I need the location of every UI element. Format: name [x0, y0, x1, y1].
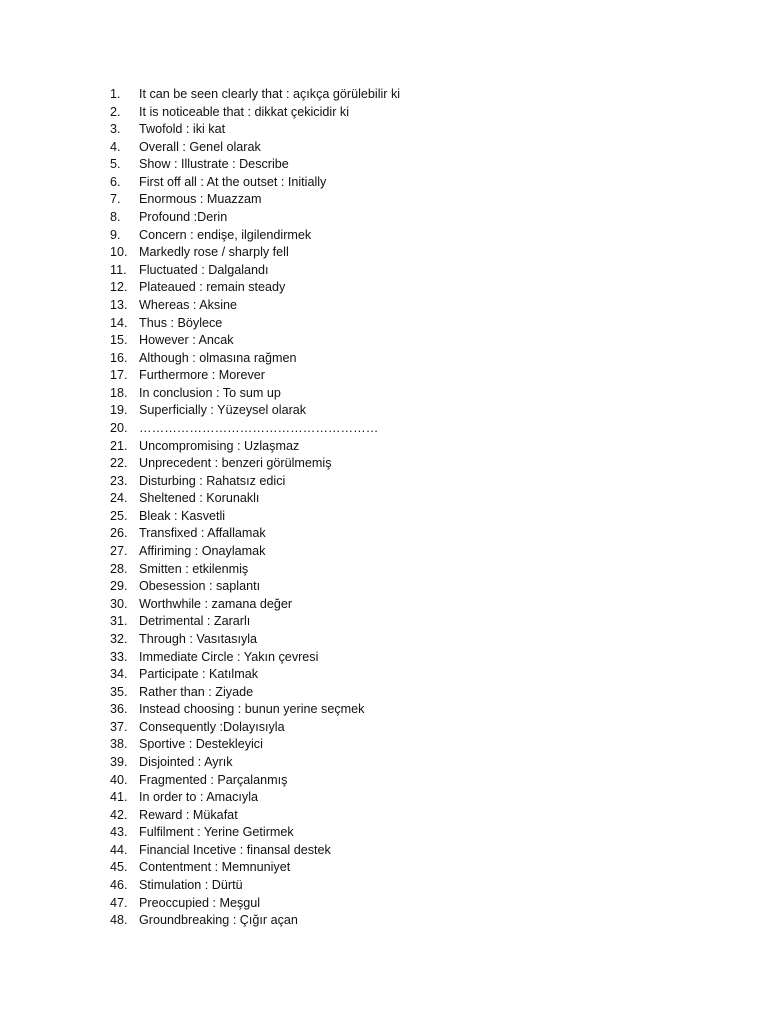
list-item-number: 19. [110, 403, 128, 418]
list-item-text: Smitten : etkilenmiş [139, 561, 249, 576]
list-item-number: 1. [110, 87, 121, 101]
list-item-number: 13. [110, 297, 128, 312]
list-item-text: Profound :Derin [139, 210, 228, 225]
vocabulary-list [110, 86, 400, 930]
list-item-number: 27. [110, 544, 128, 559]
list-item-text: Consequently :Dolayısıyla [139, 719, 285, 734]
list-item [110, 490, 400, 508]
list-item-text: Concern : endişe, ilgilendirmek [139, 227, 312, 242]
list-item-number: 8. [110, 210, 121, 225]
list-item [110, 631, 400, 649]
list-item-number: 39. [110, 754, 128, 769]
list-item-text: Fragmented : Parçalanmış [139, 772, 288, 787]
list-item-text: Although : olmasına rağmen [139, 350, 297, 365]
list-item-text: Reward : Mükafat [139, 807, 238, 822]
list-item-number: 29. [110, 579, 128, 594]
list-item-number: 38. [110, 737, 128, 752]
list-item-text: First off all : At the outset : Initially [139, 174, 327, 189]
list-item [110, 156, 400, 174]
list-item [110, 121, 400, 139]
list-item-text: Detrimental : Zararlı [139, 614, 251, 629]
list-item-number: 3. [110, 122, 121, 137]
list-item-number: 18. [110, 385, 128, 400]
list-item-number: 43. [110, 825, 128, 840]
list-item [110, 104, 400, 122]
list-item-number: 40. [110, 772, 128, 787]
list-item [110, 139, 400, 157]
list-item-text: Affiriming : Onaylamak [139, 544, 266, 559]
list-item [110, 420, 400, 438]
list-item-text: Uncompromising : Uzlaşmaz [139, 438, 300, 453]
list-item [110, 244, 400, 262]
list-item-text: Unprecedent : benzeri görülmemiş [139, 456, 332, 471]
list-item-text: Groundbreaking : Çığır açan [139, 913, 298, 928]
list-item [110, 666, 400, 684]
list-item-number: 41. [110, 790, 128, 805]
list-item [110, 684, 400, 702]
list-item-number: 12. [110, 280, 128, 295]
list-item [110, 789, 400, 807]
list-item-number: 28. [110, 561, 128, 576]
list-item-number: 16. [110, 350, 128, 365]
list-item-text: Whereas : Aksine [139, 297, 237, 312]
list-item-text: Thus : Böylece [139, 315, 223, 330]
list-item-number: 21. [110, 438, 128, 453]
list-item [110, 385, 400, 403]
list-item [110, 824, 400, 842]
list-item [110, 438, 400, 456]
list-item-number: 6. [110, 174, 121, 189]
list-item [110, 191, 400, 209]
list-item-number: 46. [110, 878, 128, 893]
list-item [110, 332, 400, 350]
list-item [110, 877, 400, 895]
list-item-text: In order to : Amacıyla [139, 790, 258, 805]
list-item-text: Disjointed : Ayrık [139, 754, 233, 769]
list-item-number: 33. [110, 649, 128, 664]
list-item-text: Financial Incetive : finansal destek [139, 842, 331, 857]
list-item-text: However : Ancak [139, 333, 234, 348]
list-item-text: Transfixed : Affallamak [139, 526, 266, 541]
list-item-number: 4. [110, 139, 121, 154]
list-item-text: Preoccupied : Meşgul [139, 895, 261, 910]
list-item-text: Plateaued : remain steady [139, 280, 286, 295]
list-item-number: 17. [110, 368, 128, 383]
list-item [110, 561, 400, 579]
list-item [110, 508, 400, 526]
list-item-number: 35. [110, 684, 128, 699]
list-item [110, 807, 400, 825]
list-item-text: ………………………………………………… [139, 420, 379, 435]
list-item-text: It is noticeable that : dikkat çekicidir ki [139, 104, 349, 119]
list-item-number: 2. [110, 104, 121, 119]
list-item-text: Show : Illustrate : Describe [139, 157, 289, 172]
list-item [110, 613, 400, 631]
list-item-text: Disturbing : Rahatsız edici [139, 473, 286, 488]
list-item [110, 402, 400, 420]
list-item-text: Obesession : saplantı [139, 579, 261, 594]
list-item-number: 25. [110, 508, 128, 523]
list-item-number: 47. [110, 895, 128, 910]
list-item [110, 350, 400, 368]
list-item-number: 30. [110, 596, 128, 611]
list-item-number: 32. [110, 631, 128, 646]
list-item [110, 772, 400, 790]
list-item-number: 22. [110, 456, 128, 471]
list-item [110, 859, 400, 877]
list-item [110, 209, 400, 227]
list-item-number: 36. [110, 702, 128, 717]
list-item [110, 279, 400, 297]
list-item [110, 174, 400, 192]
list-item [110, 473, 400, 491]
list-item-number: 45. [110, 860, 128, 875]
list-item-text: Sheltened : Korunaklı [139, 491, 260, 506]
list-item-number: 37. [110, 719, 128, 734]
list-item-text: Rather than : Ziyade [139, 684, 254, 699]
list-item-number: 7. [110, 192, 121, 207]
list-item [110, 842, 400, 860]
list-item-text: Twofold : iki kat [139, 122, 226, 137]
list-item-text: Worthwhile : zamana değer [139, 596, 293, 611]
list-item-number: 26. [110, 526, 128, 541]
list-item [110, 754, 400, 772]
list-item-number: 48. [110, 913, 128, 928]
list-item-number: 11. [110, 262, 127, 277]
list-item [110, 367, 400, 385]
list-item-text: Immediate Circle : Yakın çevresi [139, 649, 319, 664]
list-item-text: Enormous : Muazzam [139, 192, 262, 207]
list-item [110, 227, 400, 245]
list-item [110, 262, 400, 280]
list-item-text: Markedly rose / sharply fell [139, 245, 289, 260]
list-item-text: Contentment : Memnuniyet [139, 860, 291, 875]
list-item [110, 455, 400, 473]
list-item-text: Stimulation : Dürtü [139, 878, 243, 893]
list-item [110, 649, 400, 667]
list-item-number: 20. [110, 420, 128, 435]
list-item-text: Through : Vasıtasıyla [139, 631, 258, 646]
list-item [110, 543, 400, 561]
list-item [110, 578, 400, 596]
list-item-text: Sportive : Destekleyici [139, 737, 263, 752]
list-item-text: Participate : Katılmak [139, 667, 258, 682]
list-item [110, 315, 400, 333]
list-item-number: 34. [110, 667, 128, 682]
list-item [110, 912, 400, 930]
list-item [110, 895, 400, 913]
list-item-text: Superficially : Yüzeysel olarak [139, 403, 307, 418]
list-item-text: Fluctuated : Dalgalandı [139, 262, 269, 277]
list-item [110, 719, 400, 737]
list-item-number: 15. [110, 333, 128, 348]
list-item-number: 14. [110, 315, 128, 330]
list-item-text: Bleak : Kasvetli [139, 508, 226, 523]
list-item-text: Overall : Genel olarak [139, 139, 261, 154]
list-item-number: 5. [110, 157, 121, 172]
list-item-number: 31. [110, 614, 128, 629]
list-item [110, 525, 400, 543]
list-item-number: 44. [110, 842, 128, 857]
list-item [110, 86, 400, 104]
list-item-number: 10. [110, 245, 128, 260]
list-item-text: Furthermore : Morever [139, 368, 265, 383]
list-item-text: It can be seen clearly that : açıkça görülebilir ki [139, 87, 401, 101]
list-item [110, 596, 400, 614]
list-item-text: Fulfilment : Yerine Getirmek [139, 825, 294, 840]
list-item-text: In conclusion : To sum up [139, 385, 281, 400]
list-item-number: 9. [110, 227, 121, 242]
list-item-text: Instead choosing : bunun yerine seçmek [139, 702, 365, 717]
list-item-number: 42. [110, 807, 128, 822]
list-item [110, 736, 400, 754]
list-item-number: 23. [110, 473, 128, 488]
list-item [110, 297, 400, 315]
list-item-number: 24. [110, 491, 128, 506]
list-item [110, 701, 400, 719]
